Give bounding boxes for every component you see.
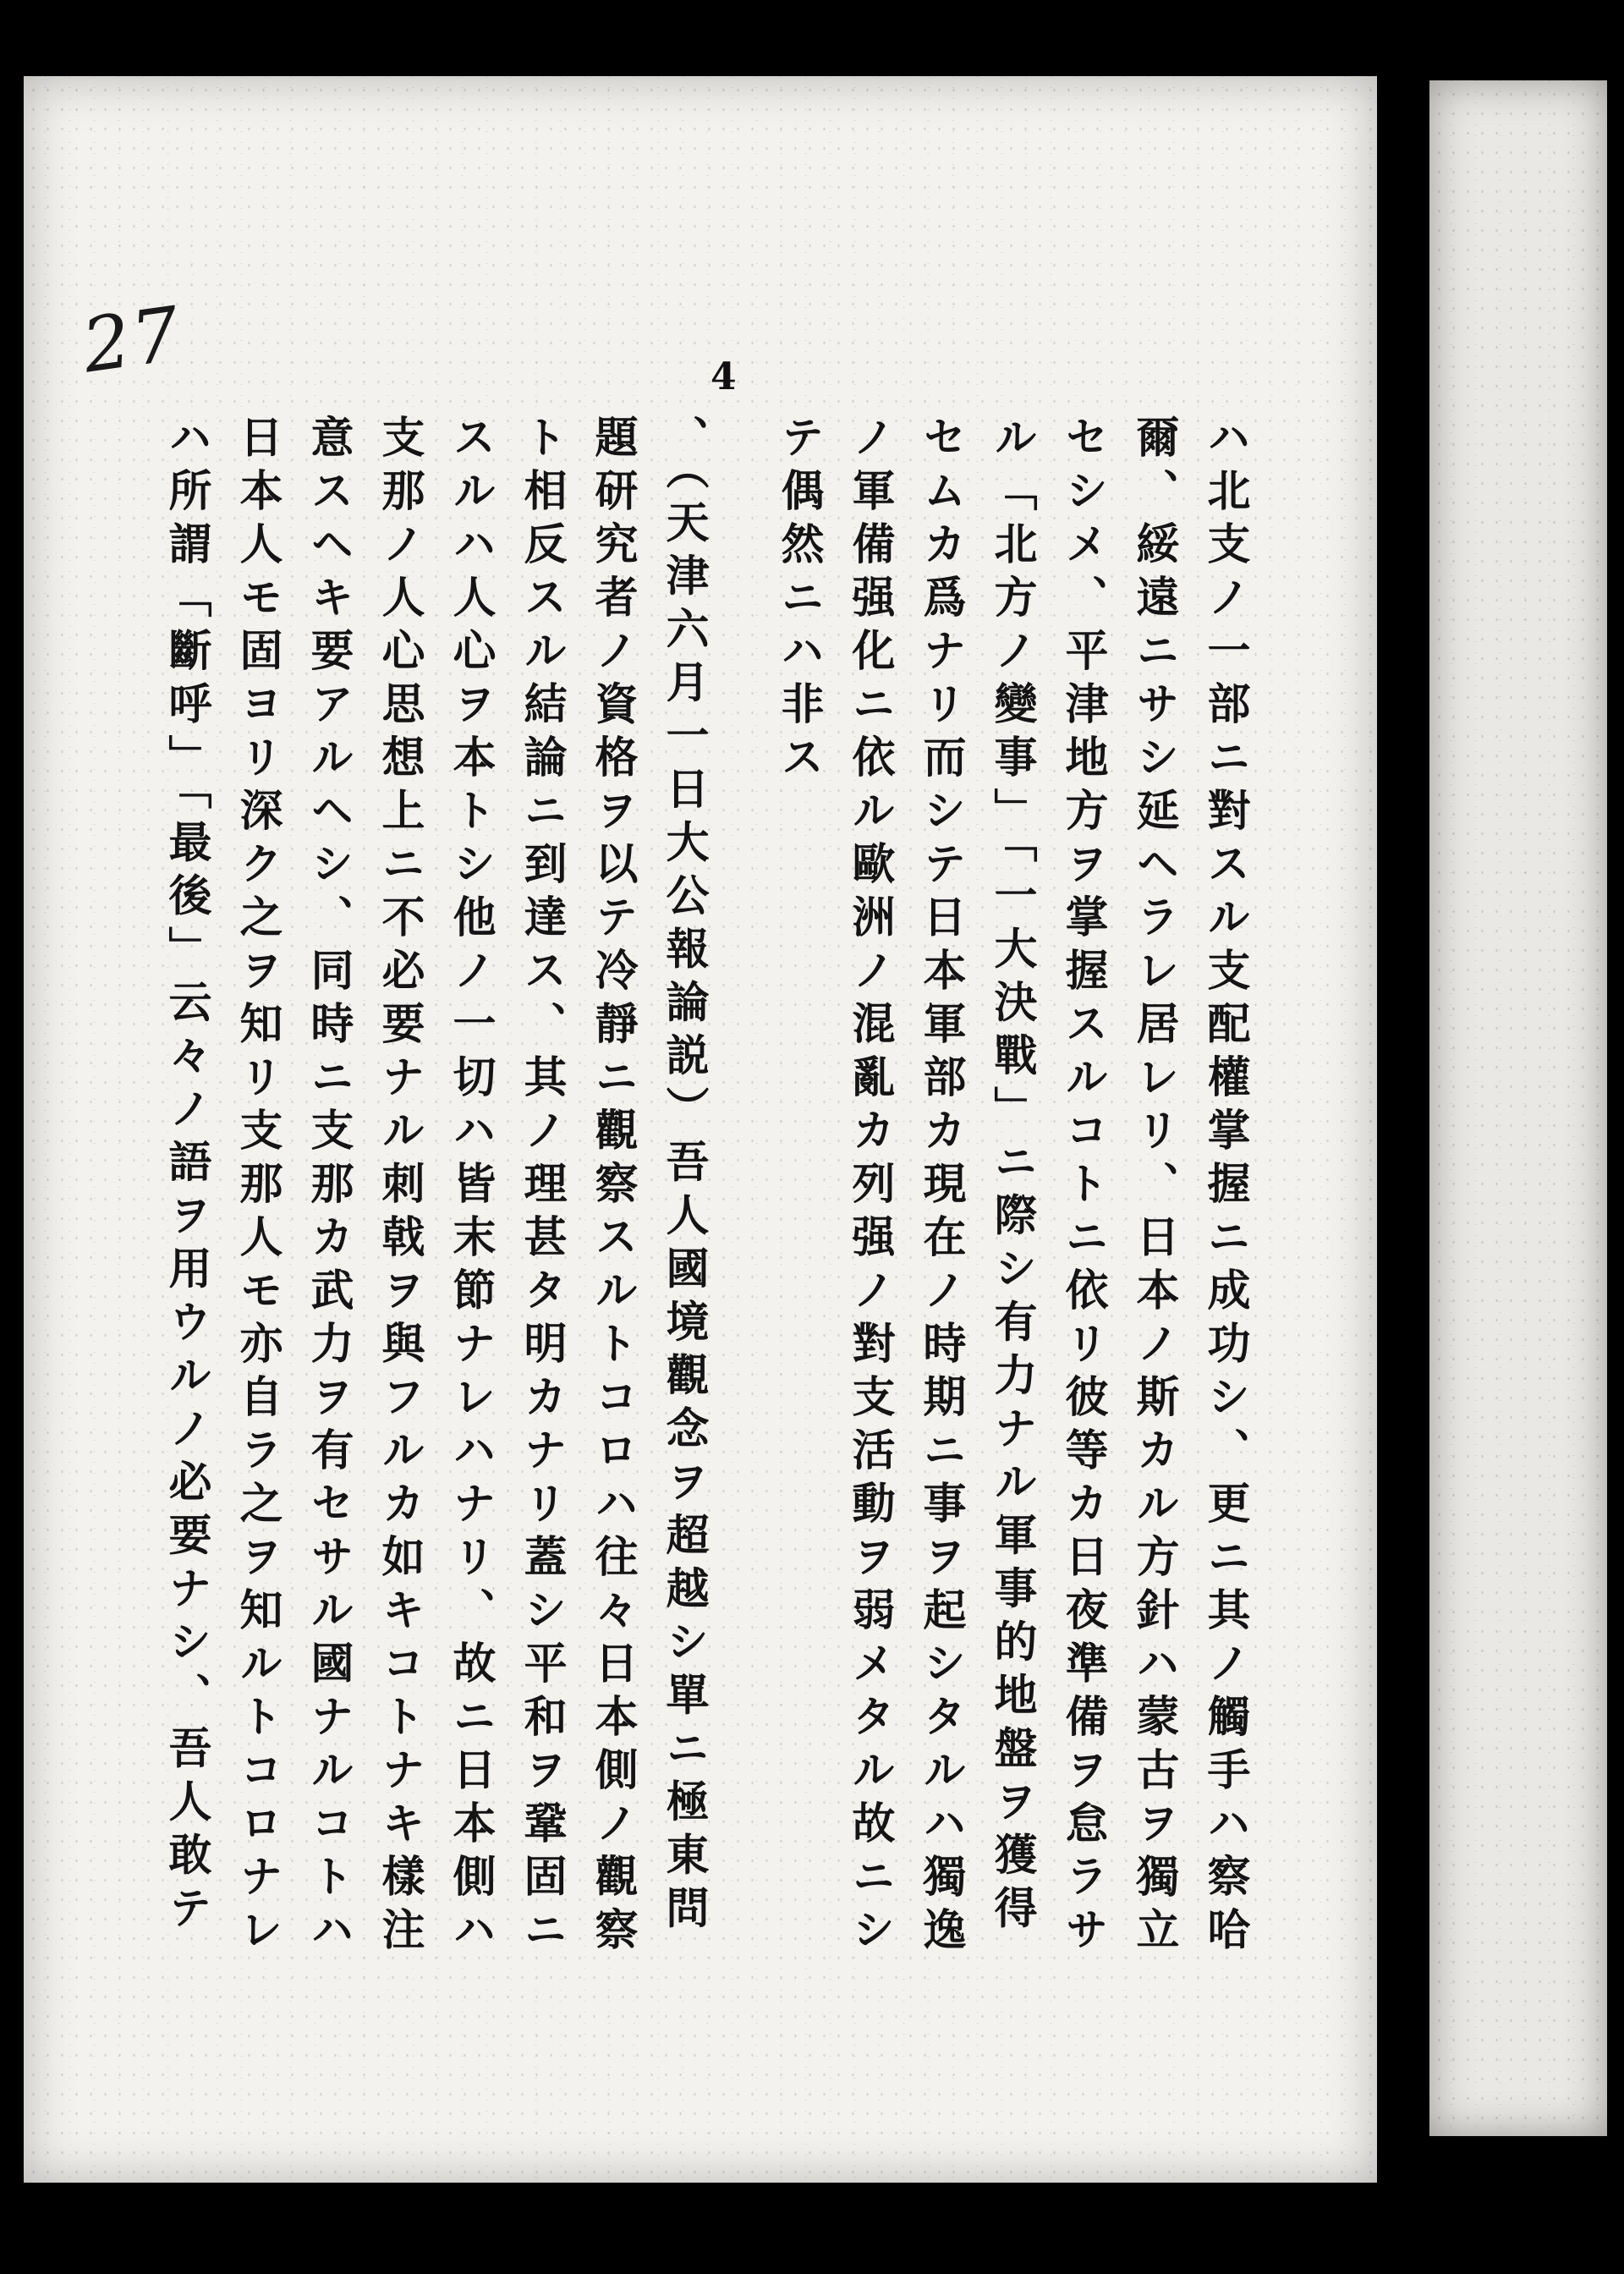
text-column: 、（天津六月一日大公報論説）吾人國境觀念ヲ超越シ單ニ極東問 [658, 415, 709, 1939]
text-column: ハ北支ノ一部ニ對スル支配權掌握ニ成功シ、更ニ其ノ觸手ハ察哈 [1199, 415, 1250, 1960]
handwritten-page-mark: 27 [77, 289, 187, 390]
text-column: テ偶然ニハ非ス [773, 415, 824, 788]
text-column: ハ所謂「斷呼」「最後」云々ノ語ヲ用ウルノ必要ナシ、吾人敢テ [161, 415, 211, 1939]
text-column: セムカ爲ナリ而シテ日本軍部カ現在ノ時期ニ事ヲ起シタルハ獨逸 [915, 415, 966, 1960]
text-column: 題研究者ノ資格ヲ以テ冷靜ニ觀察スルトコロハ往々日本側ノ觀察 [587, 415, 638, 1960]
page-number: 4 [710, 355, 737, 398]
text-column: 意スヘキ要アルヘシ、同時ニ支那カ武力ヲ有セサル國ナルコトハ [303, 415, 354, 1960]
text-column: 支那ノ人心思想上ニ不必要ナル刺戟ヲ與フルカ如キコトナキ樣注 [374, 415, 425, 1960]
text-column: 爾、綏遠ニサシ延ヘラレ居レリ、日本ノ斯カル方針ハ蒙古ヲ獨立 [1128, 415, 1179, 1960]
text-column: セシメ、平津地方ヲ掌握スルコトニ依リ彼等カ日夜準備ヲ怠ラサ [1057, 415, 1108, 1960]
text-column: ル「北方ノ變事」「一大決戰」ニ際シ有力ナル軍事的地盤ヲ獲得 [986, 415, 1037, 1939]
text-column: 日本人モ固ヨリ深ク之ヲ知リ支那人モ亦自ラ之ヲ知ルトコロナレ [232, 415, 283, 1960]
text-column: ト相反スル結論ニ到達ス、其ノ理甚タ明カナリ蓋シ平和ヲ鞏固ニ [516, 415, 567, 1960]
text-column: スルハ人心ヲ本トシ他ノ一切ハ皆末節ナレハナリ、故ニ日本側ハ [445, 415, 496, 1960]
text-column: ノ軍備强化ニ依ル歐洲ノ混亂カ列强ノ對支活動ヲ弱メタル故ニシ [844, 415, 895, 1960]
vertical-body-text [161, 415, 1260, 2022]
scan-noise [1429, 80, 1607, 2136]
adjacent-page-edge [1429, 80, 1607, 2136]
